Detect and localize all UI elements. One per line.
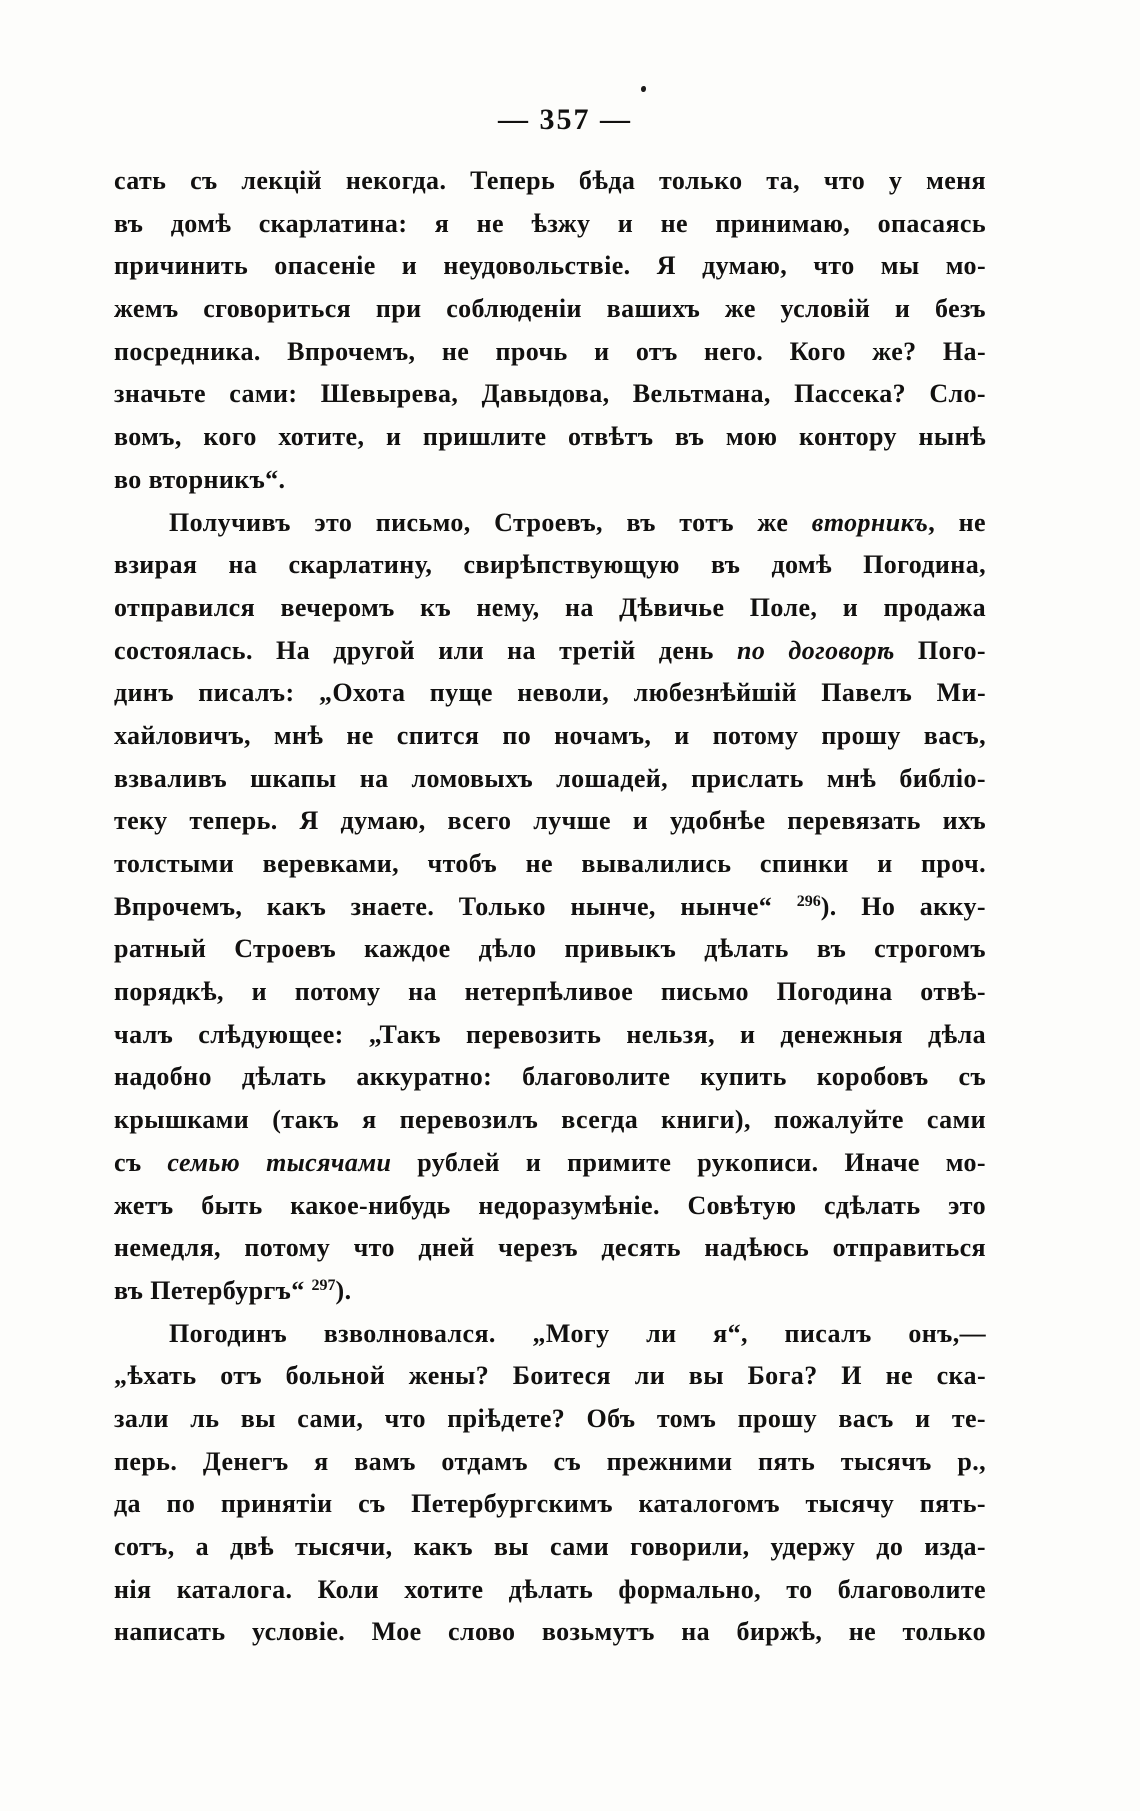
- scan-speck: [641, 86, 646, 92]
- text-line: ратный Строевъ каждое дѣло привыкъ дѣлать въ строгомъ: [114, 934, 986, 964]
- text-line: въ домѣ скарлатина: я не ѣзжу и не принимаю, опасаясь: [114, 208, 986, 238]
- text-line: „ѣхать отъ больной жены? Боитеся ли вы Бога? И не ска-: [114, 1361, 986, 1391]
- text-line: порядкѣ, и потому на нетерпѣливое письмо Погодина отвѣ-: [114, 977, 986, 1007]
- footnote-reference: 296: [796, 892, 821, 910]
- text-line: да по принятіи съ Петербургскимъ каталогомъ тысячу пять-: [114, 1489, 986, 1519]
- text-line: теку теперь. Я думаю, всего лучше и удобнѣе перевязать ихъ: [114, 806, 986, 836]
- text-line: сать съ лекцій некогда. Теперь бѣда только та, что у меня: [114, 166, 986, 195]
- text-line: нія каталога. Коли хотите дѣлать формально, то благоволите: [114, 1574, 986, 1604]
- text-line: крышками (такъ я перевозилъ всегда книги), пожалуйте сами: [114, 1105, 986, 1135]
- text-line: посредника. Впрочемъ, не прочь и отъ него. Кого же? На-: [114, 336, 986, 366]
- page-number: — 357 —: [498, 103, 632, 136]
- text-line: состоялась. На другой или на третій день по договорѣ Пого-: [114, 635, 986, 665]
- text-line: во вторникъ“.: [114, 464, 286, 494]
- text-line: жетъ быть какое-нибудь недоразумѣніе. Совѣтую сдѣлать это: [114, 1190, 986, 1220]
- text-line: немедля, потому что дней черезъ десять надѣюсь отправиться: [114, 1233, 986, 1263]
- text-line: толстыми веревками, чтобъ не вывалились спинки и проч.: [114, 849, 986, 878]
- text-line: причинить опасеніе и неудовольствіе. Я думаю, что мы мо-: [114, 251, 986, 281]
- footnote-reference: 297: [311, 1276, 336, 1294]
- text-line: перь. Денегъ я вамъ отдамъ съ прежними пять тысячъ р.,: [114, 1446, 986, 1476]
- text-line: надобно дѣлать аккуратно: благоволите купить коробовъ съ: [114, 1062, 986, 1092]
- text-line: взваливъ шкапы на ломовыхъ лошадей, прислать мнѣ библіо-: [114, 763, 986, 793]
- text-line: написать условіе. Мое слово возьмутъ на биржѣ, не только: [114, 1617, 986, 1647]
- text-line: Получивъ это письмо, Строевъ, въ тотъ же вторникъ, не: [169, 507, 986, 537]
- text-line: сотъ, а двѣ тысячи, какъ вы сами говорили, удержу до изда-: [114, 1532, 986, 1561]
- text-line: значьте сами: Шевырева, Давыдова, Вельтмана, Пассека? Сло-: [114, 379, 986, 409]
- text-line: Погодинъ взволновался. „Могу ли я“, писалъ онъ,—: [169, 1318, 986, 1348]
- text-line: зали ль вы сами, что пріѣдете? Объ томъ прошу васъ и те-: [114, 1403, 986, 1433]
- text-line: жемъ сговориться при соблюденіи вашихъ же условій и безъ: [114, 294, 986, 324]
- text-line: Впрочемъ, какъ знаете. Только нынче, нынче“ $^{296}$). Но акку-: [114, 891, 986, 921]
- text-line: въ Петербургъ“ $^{297}$).: [114, 1275, 352, 1305]
- text-line: вомъ, кого хотите, и пришлите отвѣтъ въ мою контору нынѣ: [114, 422, 986, 452]
- text-line: отправился вечеромъ къ нему, на Дѣвичье Поле, и продажа: [114, 592, 986, 622]
- text-line: съ семью тысячами рублей и примите рукописи. Иначе мо-: [114, 1147, 986, 1177]
- text-line: чалъ слѣдующее: „Такъ перевозить нельзя, и денежныя дѣла: [114, 1019, 986, 1049]
- text-line: взирая на скарлатину, свирѣпствующую въ домѣ Погодина,: [114, 550, 986, 580]
- text-line: хайловичъ, мнѣ не спится по ночамъ, и потому прошу васъ,: [114, 720, 986, 750]
- text-line: динъ писалъ: „Охота пуще неволи, любезнѣйшій Павелъ Ми-: [114, 678, 986, 708]
- text-column: [114, 160, 986, 1654]
